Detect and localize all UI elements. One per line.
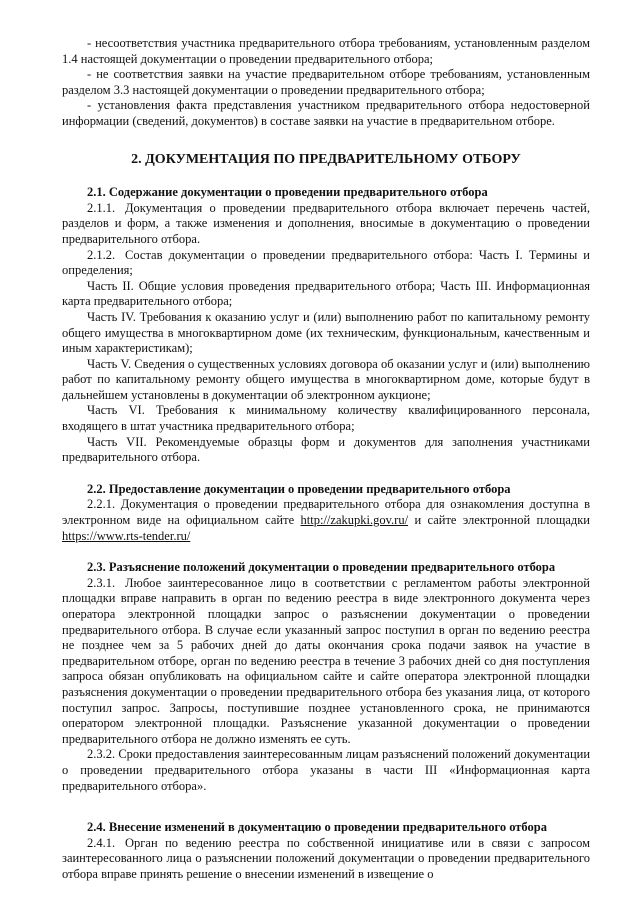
para-text: 2.2.1. Документация о проведении предварительного отбора для ознакомления доступна в электронном виде на официальном сайте bbox=[62, 497, 590, 528]
para-number: 2.3.1. bbox=[87, 575, 116, 590]
para-2-2-1 bbox=[62, 497, 590, 544]
para-number: 2.1.2. bbox=[87, 247, 116, 262]
heading-2-1: 2.1. Содержание документации о проведении предварительного отбора bbox=[87, 185, 488, 200]
para-2-4-1 bbox=[62, 836, 590, 883]
intro-bullet-1: - несоответствия участника предварительного отбора требованиям, установленным разделом 1.4 настоящей документации о проведении предварительного отбора; bbox=[62, 36, 590, 66]
section-2-title: 2. ДОКУМЕНТАЦИЯ ПО ПРЕДВАРИТЕЛЬНОМУ ОТБОРУ bbox=[131, 151, 521, 167]
para-text: Документация о проведении предварительного отбора включает перечень частей, разделов и форм, а также изменения и дополнения, вносимые в документацию о проведении предварительного отбора. bbox=[62, 200, 590, 246]
para-text: Сроки предоставления заинтересованным лицам разъяснений положений документации о проведении предварительного отбора указаны в части III «Информационная карта предварительного отбора». bbox=[62, 747, 591, 793]
part-4: Часть IV. Требования к оказанию услуг и (или) выполнению работ по капитальному ремонту общего имущества в многоквартирном доме (их техническим, функциональным, качественным и иным характеристикам); bbox=[62, 309, 590, 356]
heading-2-3: 2.3. Разъяснение положений документации о проведении предварительного отбора bbox=[87, 560, 556, 575]
part-5: Часть V. Сведения о существенных условиях договора об оказании услуг и (или) выполнению работ по капитальному ремонту общего имущества в многоквартирном доме, которые будут в дальнейшем установлены в документации об электронном аукционе; bbox=[62, 356, 590, 402]
para-text: Орган по ведению реестра по собственной инициативе или в связи с запросом заинтересованного лица о разъяснении положений документации о проведении предварительного отбора вправе принять решение о внесении изменений в извещение о bbox=[62, 835, 590, 881]
para-2-1-2 bbox=[62, 248, 590, 279]
intro-bullet-2: - не соответствия заявки на участие предварительном отборе требованиям, установленным разделом 3.3 настоящей документации о проведении предварительного отбора; bbox=[62, 67, 590, 97]
zakupki-link[interactable]: http://zakupki.gov.ru/ bbox=[300, 513, 409, 528]
part-6: Часть VI. Требования к минимальному количеству квалифицированного персонала, входящего в штат участника предварительного отбора; bbox=[62, 403, 590, 434]
para-text: Состав документации о проведении предварительного отбора: Часть I. Термины и определения; bbox=[62, 247, 590, 278]
para-2-1-1 bbox=[62, 201, 590, 248]
part-2-3: Часть II. Общие условия проведения предварительного отбора; Часть III. Информационная карта предварительного отбора; bbox=[62, 278, 590, 309]
para-2-3-1 bbox=[62, 576, 590, 748]
para-2-3-2 bbox=[62, 747, 590, 794]
para-number: 2.4.1. bbox=[87, 835, 116, 850]
heading-2-4: 2.4. Внесение изменений в документацию о проведении предварительного отбора bbox=[87, 820, 547, 835]
heading-2-2: 2.2. Предоставление документации о проведении предварительного отбора bbox=[87, 481, 511, 496]
para-number: 2.1.1. bbox=[87, 200, 116, 215]
part-7: Часть VII. Рекомендуемые образцы форм и документов для заполнения участниками предварительного отбора. bbox=[62, 434, 590, 465]
rts-tender-link[interactable]: https://www.rts-tender.ru/ bbox=[62, 528, 191, 543]
para-text: Любое заинтересованное лицо в соответствии с регламентом работы электронной площадки вправе направить в орган по ведению реестра в виде электронного документа через оператора электронной площадки запрос о разъяснении документации о проведении предварительного отбора. В случае если указанный запрос поступил в орган по ведению реестра не позднее чем за 5 рабочих дней до даты окончания срока подачи заявок на участие в предварительном отборе, орган по ведению реестра в течение 3 рабочих дней со дня поступления запроса обязан опубликовать на официальном сайте и сайте оператора электронной площадки разъяснения документации о проведении предварительного отбора без указания лица, от которого поступил запрос. Запросы, поступившие позднее установленного срока, не принимаются оператором электронной площадки. Разъяснение указанной документации о проведении предварительного отбора не должно изменять ее суть. bbox=[62, 575, 590, 746]
para-text: и сайте электронной площадки bbox=[408, 513, 590, 528]
para-number: 2.3.2. bbox=[87, 747, 116, 762]
intro-bullet-3: - установления факта представления участником предварительного отбора недостоверной информации (сведений, документов) в составе заявки на участие в предварительном отборе. bbox=[62, 98, 590, 128]
